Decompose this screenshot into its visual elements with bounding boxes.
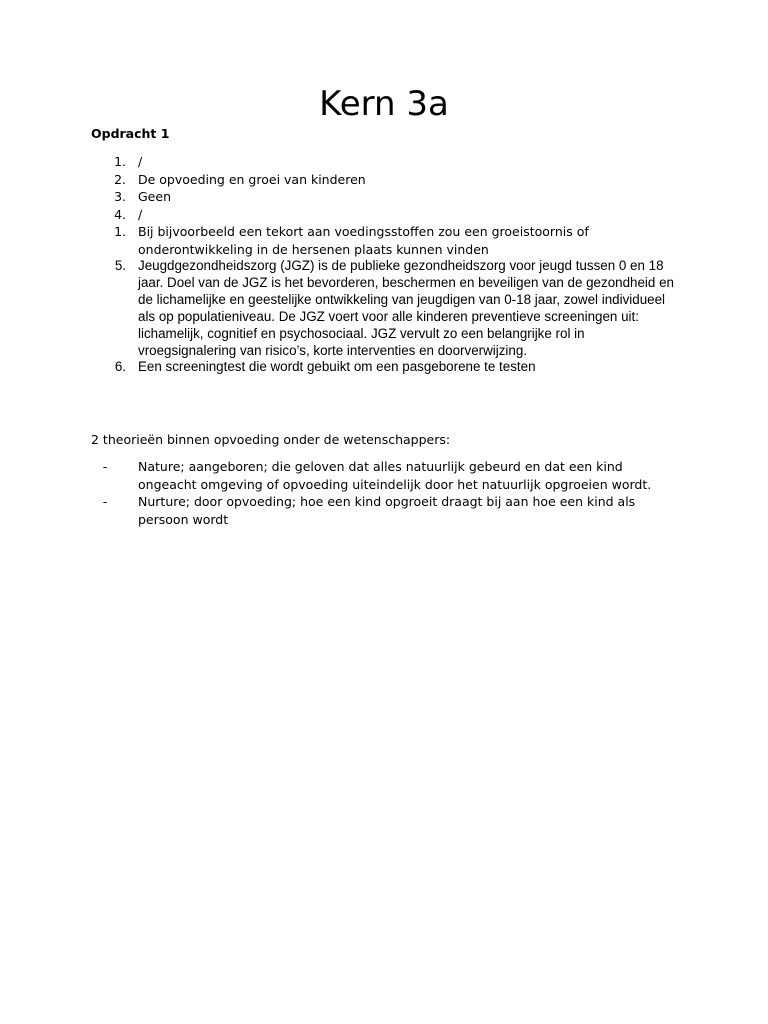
list-item-text: /	[138, 154, 143, 169]
list-item-text: De opvoeding en groei van kinderen	[138, 171, 366, 187]
list-item-text: Een screeningtest die wordt gebuikt om een pasgeborene te testen	[138, 359, 536, 375]
list-marker: -	[102, 494, 108, 509]
list-item-text: Bij bijvoorbeeld een tekort aan voedingsstoffen zou een groeistoornis of onderontwikkeling in de hersenen plaats kunnen vinden	[138, 224, 589, 257]
list-marker: 2.	[114, 171, 126, 187]
list-item	[91, 153, 681, 171]
theories-intro: 2 theorieën binnen opvoeding onder de wetenschappers:	[91, 432, 451, 447]
list-marker: 6.	[114, 359, 126, 375]
numbered-list	[91, 153, 681, 376]
list-item	[91, 171, 681, 189]
bullet-list	[91, 458, 681, 528]
list-item	[91, 458, 681, 493]
list-marker: 5.	[114, 258, 126, 273]
list-marker: 1.	[114, 224, 126, 239]
list-item	[91, 359, 681, 376]
list-item-text: Jeugdgezondheidszorg (JGZ) is de publieke gezondheidszorg voor jeugd tussen 0 en 18 jaar. Doel van de JGZ is het bevorderen, beschermen en beveiligen van de gezondheid en de lichamelijke en geestelijke ontwikkeling van jeugdigen van 0-18 jaar, zowel individueel als op populatieniveau. De JGZ voert voor alle kinderen preventieve screeningen uit: lichamelijk, cognitief en psychosociaal. JGZ vervult zo een belangrijke rol in vroegsignalering van risico’s, korte interventies en doorverwijzing.	[138, 258, 674, 358]
page-title: Kern 3a	[319, 84, 449, 124]
list-item	[91, 258, 681, 359]
list-marker: 4.	[114, 206, 126, 222]
list-item	[91, 493, 681, 528]
list-item	[91, 188, 681, 206]
section-heading: Opdracht 1	[91, 126, 170, 141]
list-item-text: Nurture; door opvoeding; hoe een kind opgroeit draagt bij aan hoe een kind als persoon wordt	[138, 494, 636, 527]
list-item	[91, 206, 681, 224]
list-item-text: Geen	[138, 189, 171, 204]
list-item-text: /	[138, 206, 143, 222]
list-item-text: Nature; aangeboren; die geloven dat alles natuurlijk gebeurd en dat een kind ongeacht omgeving of opvoeding uiteindelijk door het natuurlijk opgroeien wordt.	[138, 459, 652, 492]
list-marker: -	[102, 459, 108, 474]
list-marker: 3.	[114, 189, 126, 204]
list-item	[91, 223, 681, 258]
list-marker: 1.	[114, 154, 126, 169]
